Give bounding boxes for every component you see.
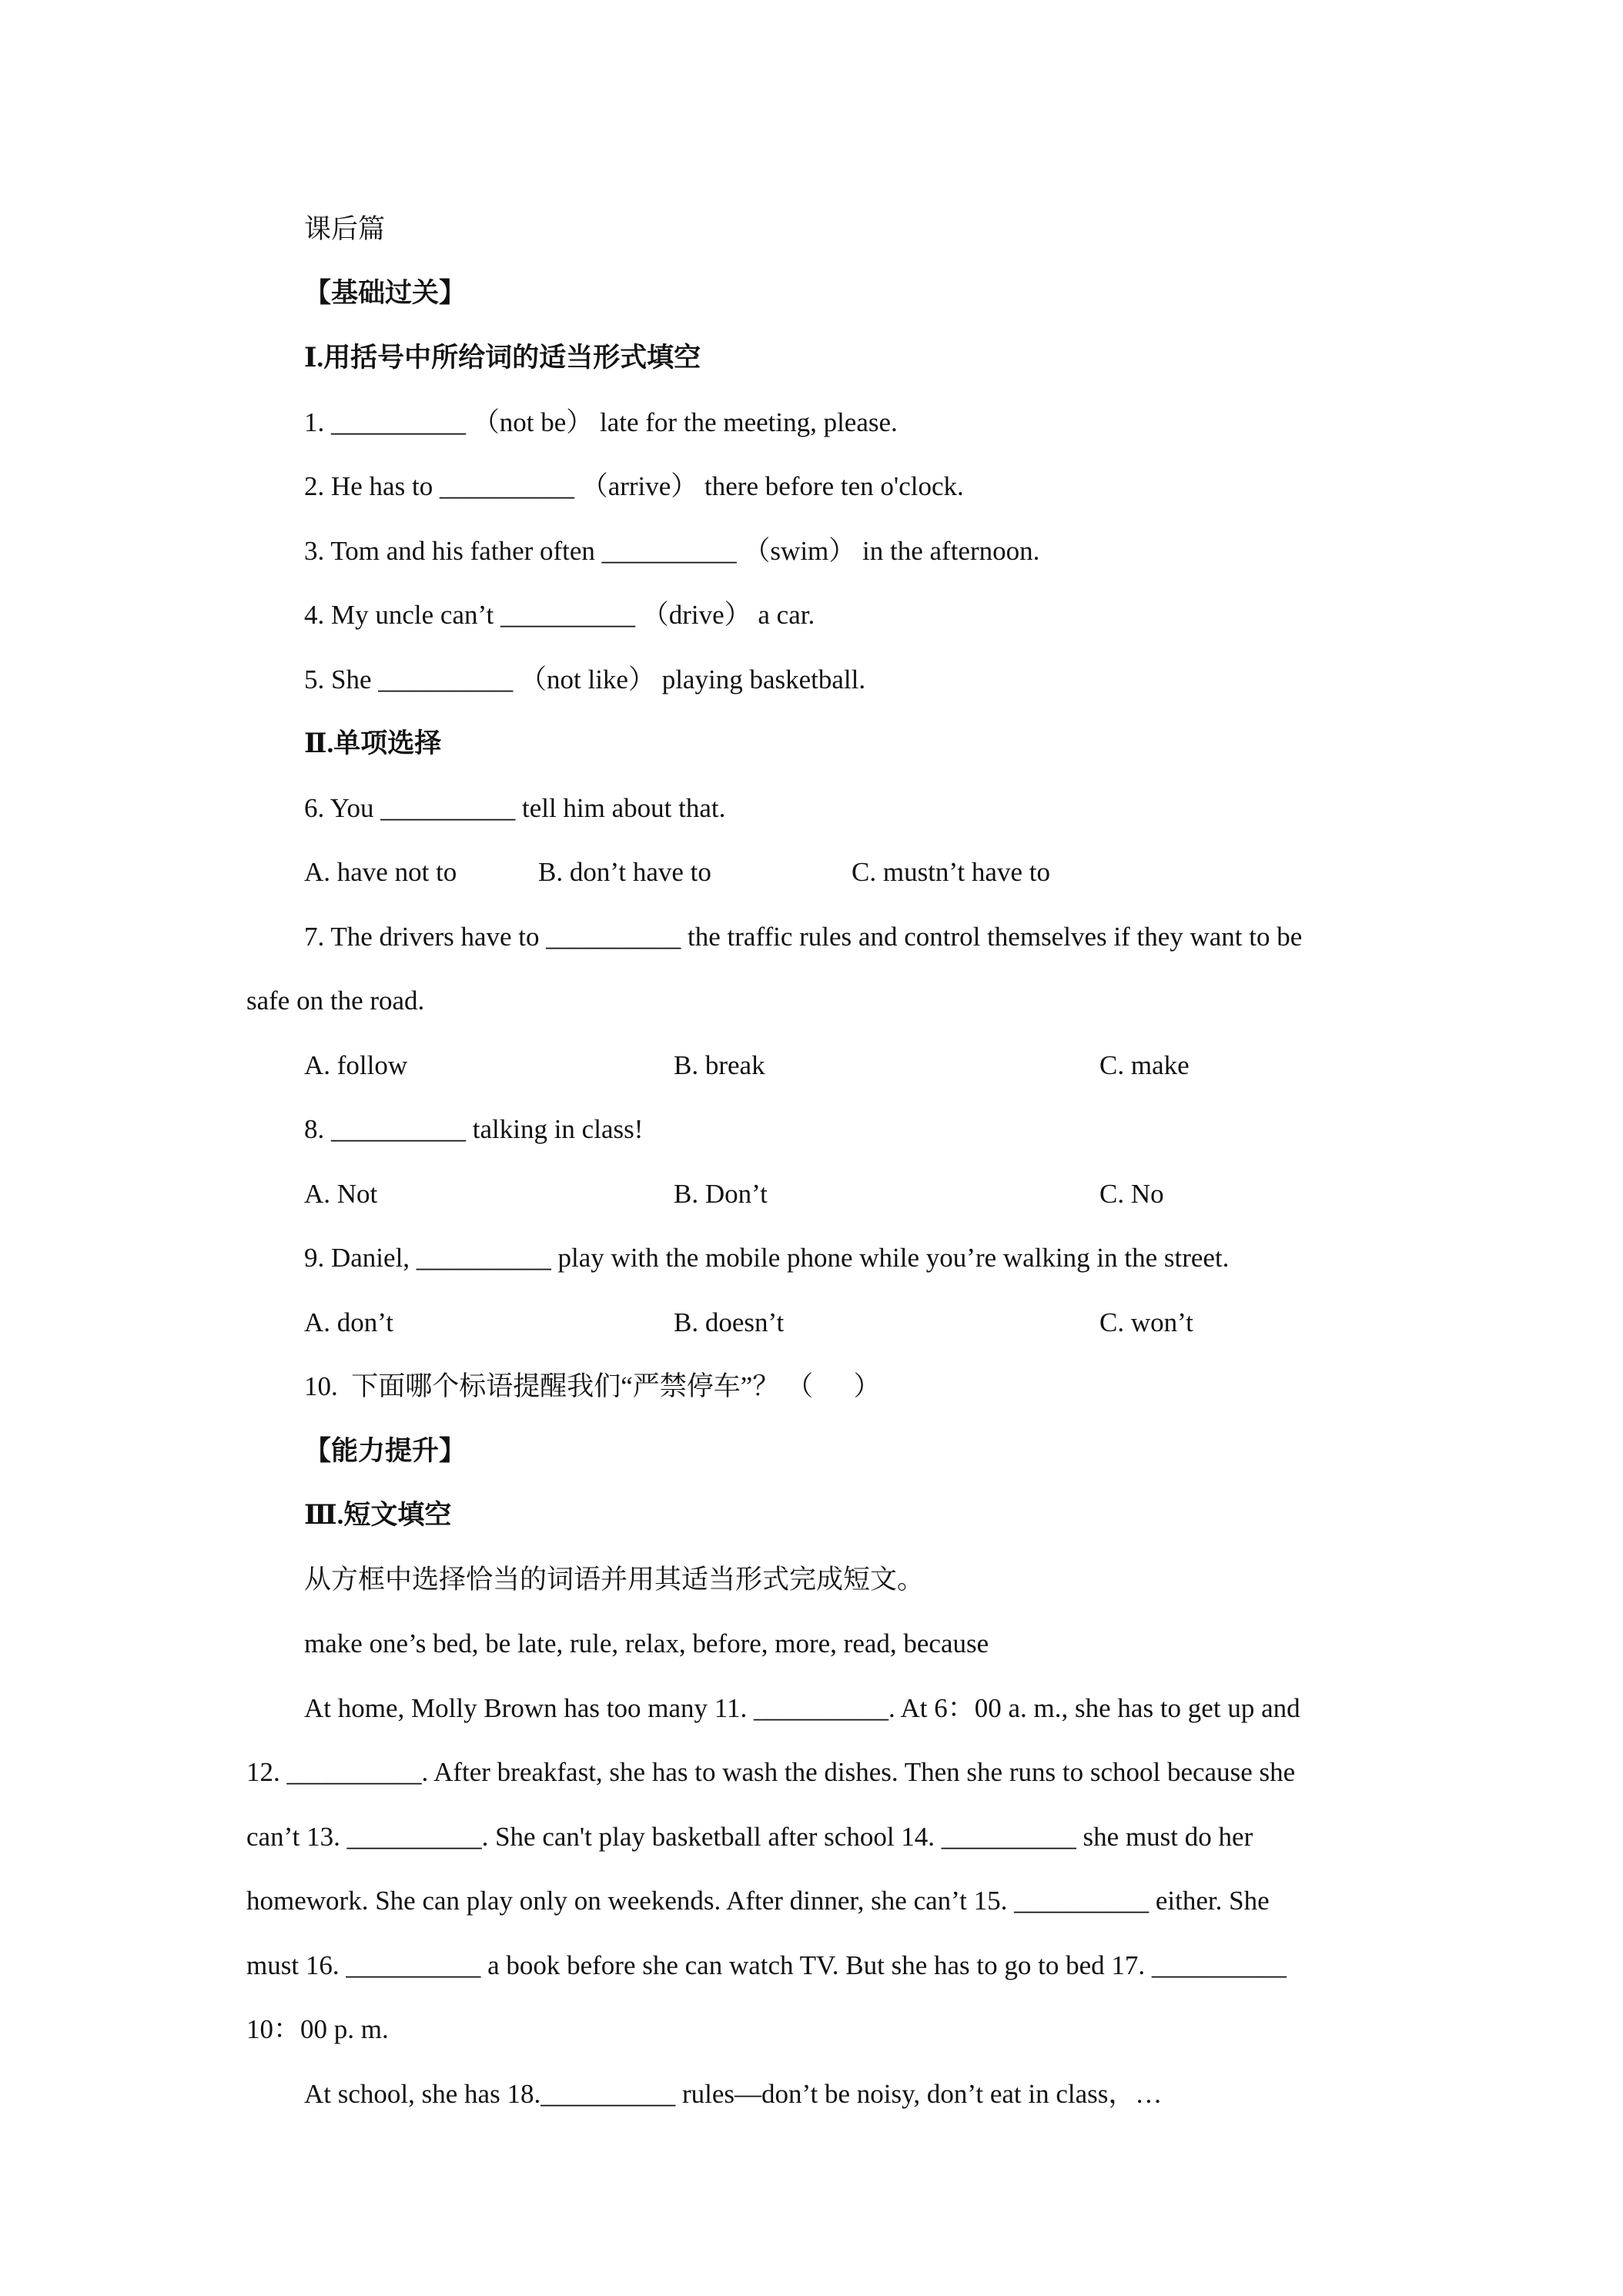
- question-7-continued: safe on the road.: [246, 986, 425, 1016]
- question-9: 9. Daniel, __________ play with the mobile phone while you’re walking in the street.: [304, 1243, 1230, 1273]
- question-1: 1. __________ （not be） late for the meeting, please.: [304, 407, 898, 437]
- question-7: 7. The drivers have to __________ the traffic rules and control themselves if they want to be: [304, 922, 1303, 952]
- question-8-option-a: A. Not: [304, 1179, 378, 1209]
- question-6-option-b: B. don’t have to: [538, 857, 711, 887]
- question-6: 6. You __________ tell him about that.: [304, 793, 726, 823]
- word-bank: make one’s bed, be late, rule, relax, before, more, read, because: [304, 1628, 989, 1658]
- question-7-option-b: B. break: [674, 1050, 765, 1080]
- question-2: 2. He has to __________ （arrive） there before ten o'clock.: [304, 471, 964, 501]
- part1-heading: Ⅰ.用括号中所给词的适当形式填空: [304, 343, 701, 373]
- question-7-option-a: A. follow: [304, 1050, 408, 1080]
- question-9-option-b: B. doesn’t: [674, 1307, 785, 1337]
- question-8: 8. __________ talking in class!: [304, 1114, 644, 1144]
- passage-line-4: homework. She can play only on weekends. After dinner, she can’t 15. __________ either. She: [246, 1886, 1270, 1916]
- passage-line-5: must 16. __________ a book before she can watch TV. But she has to go to bed 17. __________: [246, 1950, 1287, 1980]
- question-10: 10. 下面哪个标语提醒我们“严禁停车”？ （ ）: [304, 1371, 881, 1401]
- section-heading-advanced: 【能力提升】: [304, 1436, 467, 1466]
- part2-heading: Ⅱ.单项选择: [304, 728, 442, 758]
- passage-line-6: 10：00 p. m.: [246, 2014, 389, 2044]
- page-title: 课后篇: [304, 214, 386, 244]
- question-6-option-a: A. have not to: [304, 857, 457, 887]
- question-6-option-c: C. mustn’t have to: [852, 857, 1050, 887]
- question-8-option-c: C. No: [1099, 1179, 1164, 1209]
- passage-line-1: At home, Molly Brown has too many 11. __________. At 6：00 a. m., she has to get up and: [304, 1693, 1300, 1723]
- question-3: 3. Tom and his father often __________ （swim） in the afternoon.: [304, 536, 1040, 566]
- question-9-option-a: A. don’t: [304, 1307, 394, 1337]
- question-8-option-b: B. Don’t: [674, 1179, 768, 1209]
- question-4: 4. My uncle can’t __________ （drive） a car.: [304, 600, 815, 630]
- question-9-option-c: C. won’t: [1099, 1307, 1193, 1337]
- section-heading-basic: 【基础过关】: [304, 278, 467, 308]
- part3-instruction: 从方框中选择恰当的词语并用其适当形式完成短文。: [304, 1565, 925, 1595]
- passage-paragraph-2: At school, she has 18.__________ rules—don’t be noisy, don’t eat in class，…: [304, 2079, 1163, 2109]
- passage-line-2: 12. __________. After breakfast, she has to wash the dishes. Then she runs to school because she: [246, 1757, 1296, 1787]
- passage-line-3: can’t 13. __________. She can't play basketball after school 14. __________ she must do her: [246, 1822, 1253, 1852]
- question-5: 5. She __________ （not like） playing basketball.: [304, 664, 866, 694]
- part3-heading: Ⅲ.短文填空: [304, 1500, 452, 1530]
- question-7-option-c: C. make: [1099, 1050, 1190, 1080]
